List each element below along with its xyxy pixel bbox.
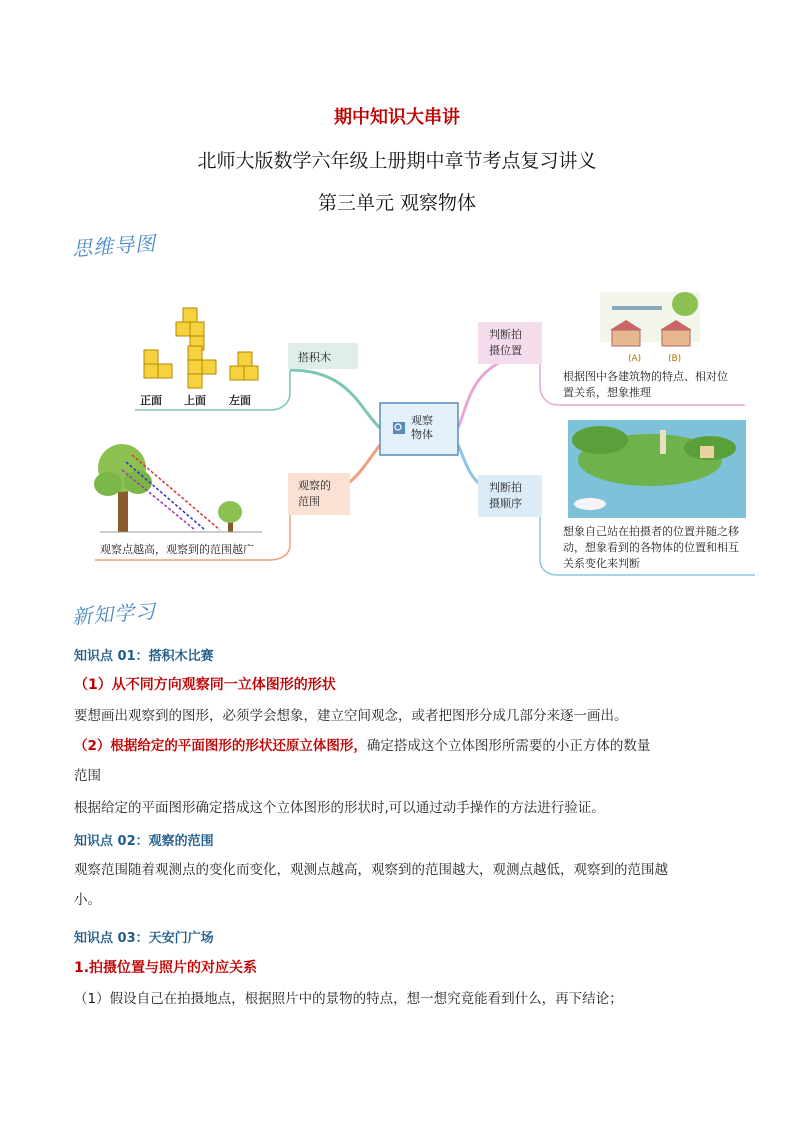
view-front: 正面 <box>140 394 162 407</box>
unit-title: 第三单元 观察物体 <box>317 192 477 214</box>
page-subtitle: 北师大版数学六年级上册期中章节考点复习讲义 <box>197 150 597 172</box>
top-view <box>188 346 216 388</box>
node-order-line1: 判断拍 <box>489 481 522 494</box>
kp1-item2-rest: 确定搭成这个立体图形所需要的小正方体的数量 <box>366 738 651 754</box>
page-title: 期中知识大串讲 <box>334 107 460 128</box>
range-caption: 观察点越高，观察到的范围越广 <box>100 543 254 556</box>
view-left: 左面 <box>229 394 251 407</box>
center-label-line1: 观察 <box>411 414 433 427</box>
kp1-item2-bold: （2）根据给定的平面图形的形状还原立体图形， <box>74 738 367 754</box>
kp1-heading: 知识点 01：搭积木比赛 <box>74 649 214 664</box>
position-picture <box>600 292 700 346</box>
kp2-text-line1: 观察范围随着观测点的变化而变化，观测点越高，观察到的范围越大，观测点越低，观察到的范围越 <box>74 862 668 878</box>
order-picture <box>568 420 746 518</box>
order-note-line2: 动，想象看到的各物体的位置和相互 <box>563 541 739 554</box>
kp2-heading: 知识点 02：观察的范围 <box>74 834 214 849</box>
node-position-line2: 摄位置 <box>489 344 522 357</box>
kp1-item2 <box>74 732 734 761</box>
mark-b: (B) <box>668 354 682 364</box>
order-note <box>563 524 739 572</box>
front-view <box>144 350 172 378</box>
node-position-line1: 判断拍 <box>489 328 522 341</box>
kp1-item1: （1）从不同方向观察同一立体图形的形状 <box>74 677 336 693</box>
view-top: 上面 <box>184 394 206 407</box>
node-order <box>489 480 522 512</box>
node-range <box>298 478 331 510</box>
node-range-line2: 范围 <box>298 495 320 508</box>
position-note-line1: 根据图中各建筑物的特点、相对位 <box>563 370 728 383</box>
node-order-line2: 摄顺序 <box>489 497 522 510</box>
section-mindmap: 思维导图 <box>71 231 157 261</box>
order-note-line3: 关系变化来判断 <box>563 557 640 570</box>
kp3-heading: 知识点 03：天安门广场 <box>74 931 214 946</box>
node-range-line1: 观察的 <box>298 479 331 492</box>
node-position <box>489 327 522 359</box>
kp1-item2-line2: 范围 <box>74 768 101 784</box>
kp1-text2: 根据给定的平面图形确定搭成这个立体图形的形状时,可以通过动手操作的方法进行验证。 <box>74 800 605 816</box>
kp1-text1: 要想画出观察到的图形，必须学会想象，建立空间观念，或者把图形分成几部分来逐一画出。 <box>74 708 628 724</box>
connector-build <box>290 370 380 428</box>
tree-illustration <box>94 444 262 532</box>
kp3-subheading: 1.拍摄位置与照片的对应关系 <box>74 960 258 976</box>
position-note <box>563 369 728 401</box>
node-build: 搭积木 <box>298 351 331 364</box>
position-note-line2: 置关系，想象推理 <box>563 386 651 399</box>
center-label <box>398 414 446 442</box>
center-label-line2: 物体 <box>411 428 433 441</box>
order-note-line1: 想象自己站在拍摄者的位置并随之移 <box>563 525 739 538</box>
left-view <box>230 352 258 380</box>
cube-structure <box>176 308 204 350</box>
mark-a: (A) <box>628 354 642 364</box>
section-learning: 新知学习 <box>71 599 157 629</box>
kp2-text-line2: 小。 <box>74 892 101 908</box>
kp3-text: （1）假设自己在拍摄地点，根据照片中的景物的特点，想一想究竟能看到什么，再下结论； <box>74 991 623 1007</box>
